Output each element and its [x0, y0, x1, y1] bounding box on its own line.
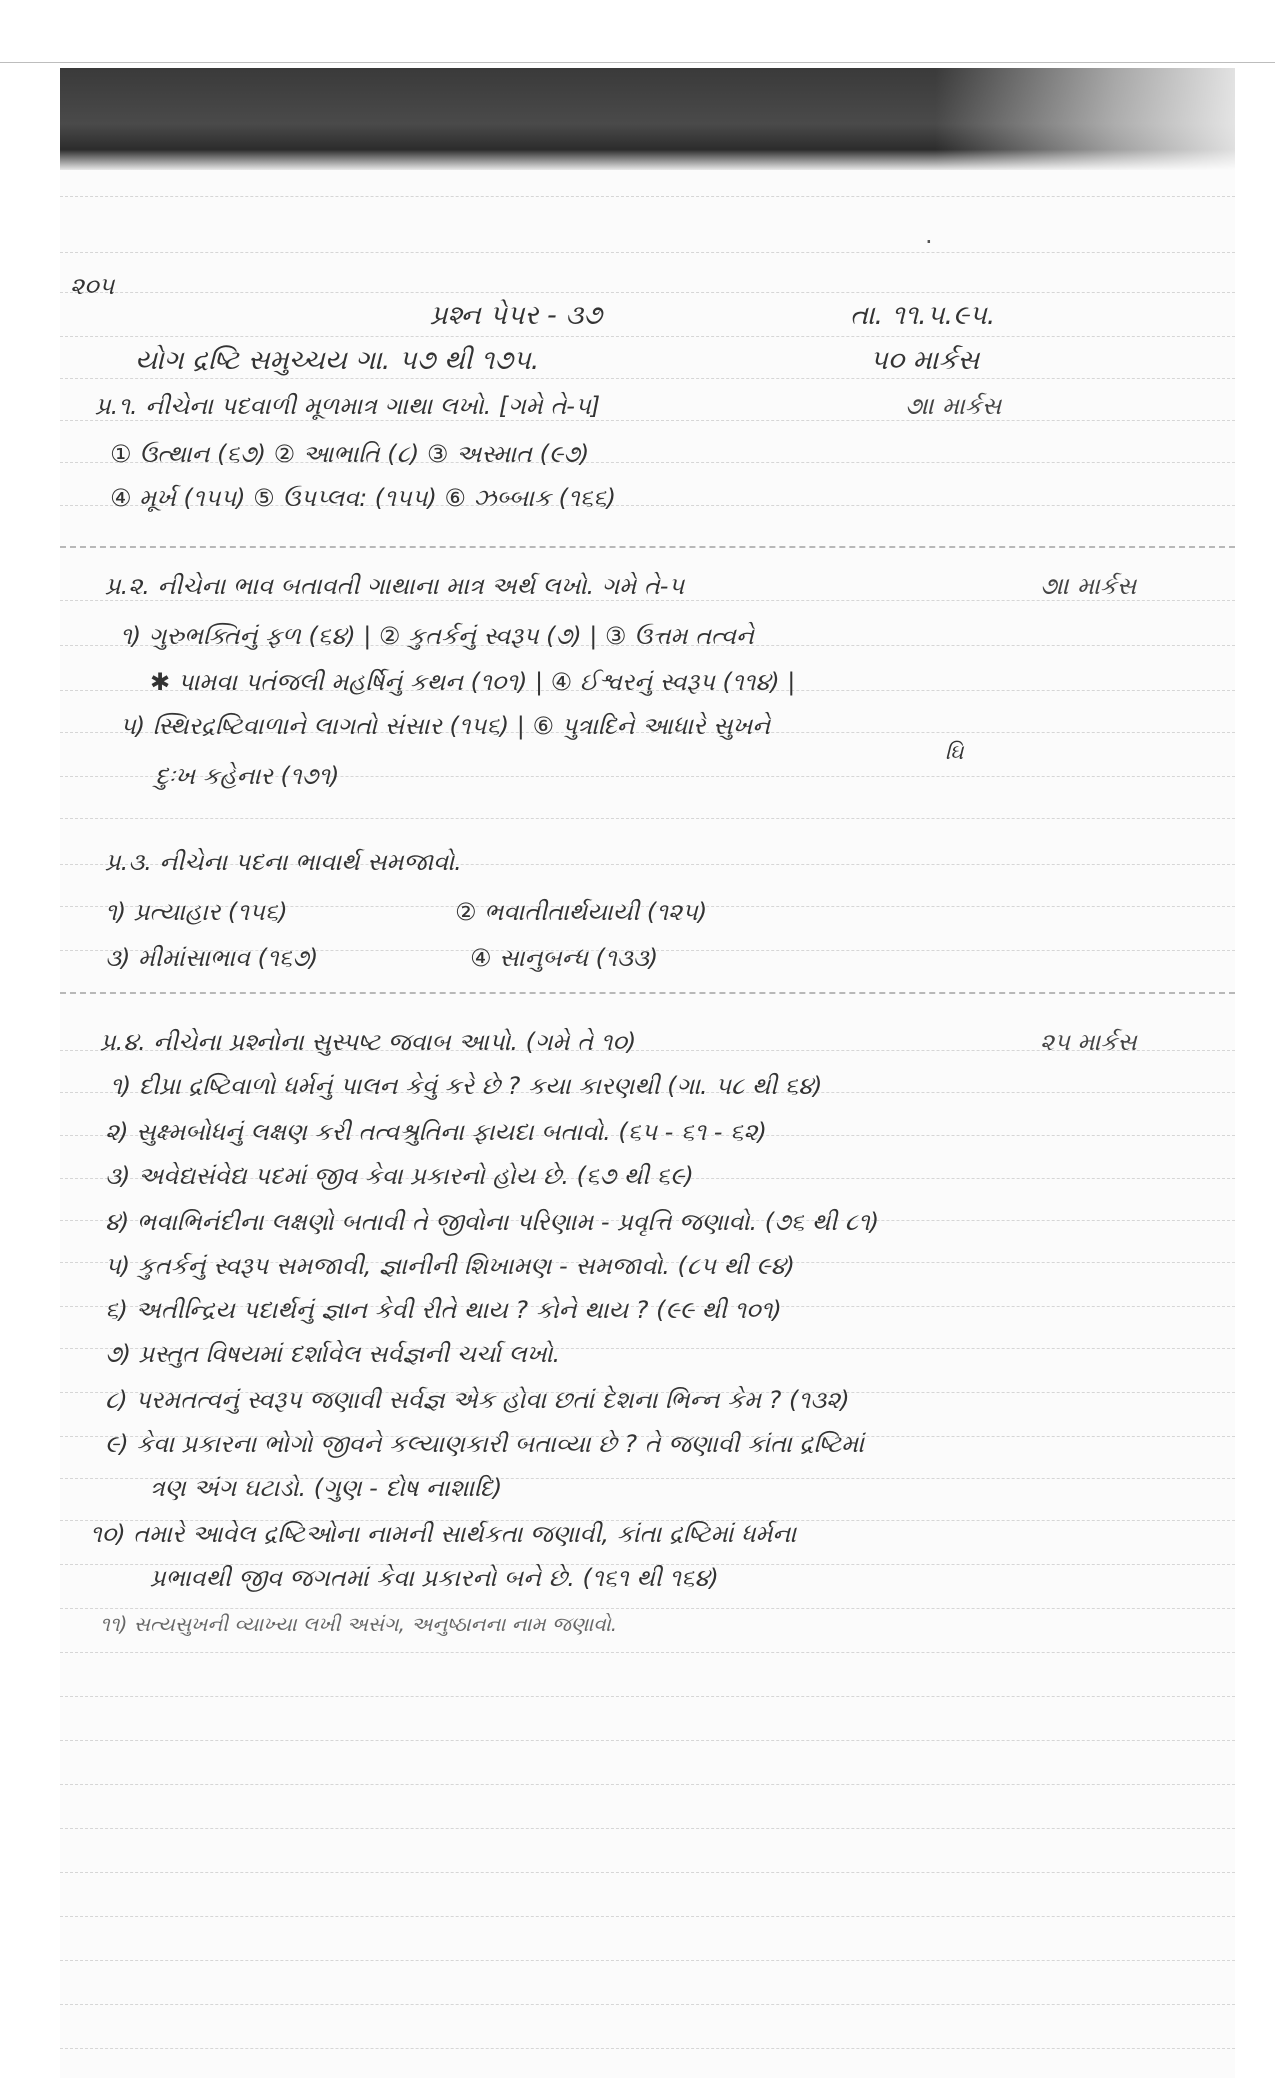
ruled-line	[60, 818, 1235, 820]
q2-line-2: ✱ પામવા પતંજલી મહર્ષિનું કથન (૧૦૧) | ④ ઈશ્વરનું સ્વરૂપ (૧૧૪) |	[150, 668, 796, 696]
page-number: ૨૦૫	[70, 272, 115, 300]
page-edge-line	[0, 62, 1275, 63]
q4-item: ૧) દીપ્રા દ્રષ્ટિવાળો ધર્મનું પાલન કેવું કરે છે ? કયા કારણથી (ગા. ૫૮ થી ૬૪)	[110, 1072, 823, 1100]
ruled-line	[60, 1872, 1235, 1874]
ruled-line	[60, 1608, 1235, 1610]
q3-title: પ્ર.૩. નીચેના પદના ભાવાર્થ સમજાવો.	[105, 848, 462, 876]
q4-item: ૭) પ્રસ્તુત વિષયમાં દર્શાવેલ સર્વજ્ઞની ચર્ચા લખો.	[105, 1340, 561, 1368]
q4-title: પ્ર.૪. નીચેના પ્રશ્નોના સુસ્પષ્ટ જવાબ આપો. (ગમે તે ૧૦)	[100, 1028, 637, 1056]
ruled-line	[60, 1740, 1235, 1742]
ruled-line	[60, 1828, 1235, 1830]
q3-item-2: ② ભવાતીતાર્થયાયી (૧૨૫)	[455, 898, 708, 926]
q4-item: ૫) કુતર્કનું સ્વરૂપ સમજાવી, જ્ઞાનીની શિખામણ - સમજાવો. (૮૫ થી ૯૪)	[105, 1252, 795, 1280]
q4-item: ૨) સુક્ષ્મબોધનું લક્ષણ કરી તત્વશ્રુતિના ફાયદા બતાવો. (૬૫ - ૬૧ - ૬૨)	[105, 1118, 767, 1146]
q3-item-4: ④ સાનુબન્ધ (૧૩૩)	[470, 944, 659, 972]
ruled-line	[60, 196, 1235, 198]
q2-line-1: ૧) ગુરુભક્તિનું ફળ (૬૪) | ② કુતર્કનું સ્વરૂપ (૭) | ③ ઉત્તમ તત્વને	[120, 622, 754, 650]
ruled-line	[60, 252, 1235, 254]
subject-line: યોગ દ્રષ્ટિ સમુચ્ચય ગા. ૫૭ થી ૧૭૫.	[135, 345, 540, 376]
q1-row-1: ① ઉત્થાન (૬૭) ② આભાતિ (૮) ③ અસ્માત (૯૭)	[110, 440, 590, 468]
q4-item-continuation: પ્રભાવથી જીવ જગતમાં કેવા પ્રકારનો બને છે. (૧૬૧ થી ૧૬૪)	[150, 1564, 719, 1592]
q4-item: ૧૦) તમારે આવેલ દ્રષ્ટિઓના નામની સાર્થકતા જણાવી, કાંતા દ્રષ્ટિમાં ધર્મના	[90, 1520, 797, 1548]
ruled-line	[60, 546, 1235, 549]
total-marks: ૫૦ માર્કસ	[870, 345, 980, 376]
q4-item: ૧૧) સત્યસુખની વ્યાખ્યા લખી અસંગ, અનુષ્ઠાનના નામ જણાવો.	[100, 1612, 618, 1636]
ruled-line	[60, 336, 1235, 338]
ruled-line	[60, 2004, 1235, 2006]
q2-line-3: ૫) સ્થિરદ્રષ્ટિવાળાને લાગતો સંસાર (૧૫૬) | ⑥ પુત્રાદિને આધારે સુખને	[120, 712, 771, 740]
scan-dark-band	[60, 68, 1235, 170]
q4-item: ૩) અવેદ્યસંવેદ્ય પદમાં જીવ કેવા પ્રકારનો હોય છે. (૬૭ થી ૬૯)	[105, 1162, 694, 1190]
q2-line-4: દુઃખ કહેનાર (૧૭૧)	[155, 762, 340, 790]
q4-item-continuation: ત્રણ અંગ ઘટાડો. (ગુણ - દોષ નાશાદિ)	[150, 1474, 503, 1502]
q2-line-3-note: ઘિ	[945, 740, 964, 764]
q1-title: પ્ર.૧. નીચેના પદવાળી મૂળમાત્ર ગાથા લખો. [ગમે તે-૫]	[95, 392, 601, 420]
q4-marks: ૨૫ માર્કસ	[1040, 1028, 1137, 1056]
q3-item-3: ૩) મીમાંસાભાવ (૧૬૭)	[105, 944, 319, 972]
ruled-line	[60, 600, 1235, 602]
ruled-line	[60, 1960, 1235, 1962]
paper-title: પ્રશ્ન પેપર - ૩૭	[430, 300, 603, 331]
ruled-line	[60, 1696, 1235, 1698]
q4-item: ૯) કેવા પ્રકારના ભોગો જીવને કલ્યાણકારી બતાવ્યા છે ? તે જણાવી કાંતા દ્રષ્ટિમાં	[105, 1430, 864, 1458]
q2-title: પ્ર.૨. નીચેના ભાવ બતાવતી ગાથાના માત્ર અર્થ લખો. ગમે તે-૫	[105, 572, 685, 600]
ruled-line	[60, 1652, 1235, 1654]
q4-item: ૮) પરમતત્વનું સ્વરૂપ જણાવી સર્વજ્ઞ એક હોવા છતાં દેશના ભિન્ન કેમ ? (૧૩૨)	[105, 1386, 850, 1414]
stray-mark: ·	[925, 228, 933, 256]
q4-item: ૬) અતીન્દ્રિય પદાર્થનું જ્ઞાન કેવી રીતે થાય ? કોને થાય ? (૯૯ થી ૧૦૧)	[105, 1296, 782, 1324]
q3-item-1: ૧) પ્રત્યાહાર (૧૫૬)	[105, 898, 288, 926]
q1-row-2: ④ મૂર્ખ (૧૫૫) ⑤ ઉપપ્લવ: (૧૫૫) ⑥ ઝબ્બાક (૧૬૬)	[110, 484, 616, 512]
ruled-line	[60, 2048, 1235, 2050]
q4-item: ૪) ભવાભિનંદીના લક્ષણો બતાવી તે જીવોના પરિણામ - પ્રવૃત્તિ જણાવો. (૭૬ થી ૮૧)	[105, 1208, 880, 1236]
q1-marks: ૭॥ માર્કસ	[905, 392, 1002, 420]
ruled-line	[60, 378, 1235, 380]
paper-date: તા. ૧૧.૫.૯૫.	[850, 300, 996, 331]
q2-marks: ૭॥ માર્કસ	[1040, 572, 1137, 600]
ruled-line	[60, 992, 1235, 995]
ruled-line	[60, 292, 1235, 294]
ruled-line	[60, 420, 1235, 422]
ruled-line	[60, 1784, 1235, 1786]
ruled-line	[60, 1916, 1235, 1918]
